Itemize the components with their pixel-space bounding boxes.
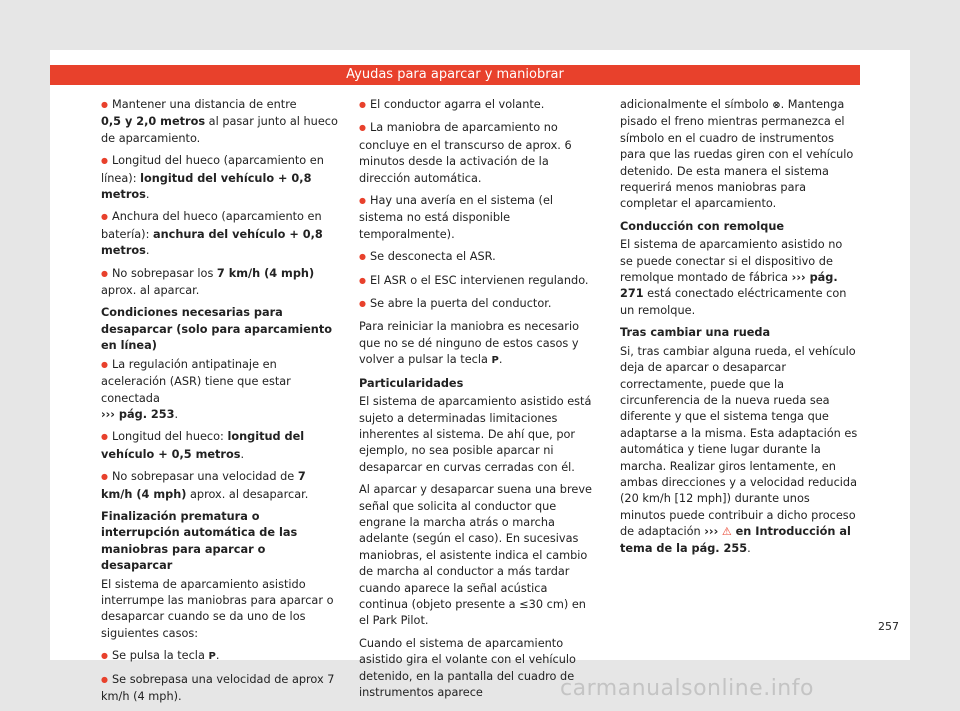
paragraph: El sistema de aparcamiento asistido está sujeto a determinadas limitaciones inherentes al sistema. De ahí que, por ejemplo, no sea posible aparcar ni desaparcar en curvas cerradas con él.	[359, 395, 592, 474]
subheading: Condiciones necesarias para desaparcar (solo para aparcamiento en línea)	[101, 306, 332, 353]
column-1	[101, 97, 339, 711]
subheading: Finalización prematura o interrupción automática de las maniobras para aparcar o desaparcar	[101, 509, 298, 573]
list-item: ● Hay una avería en el sistema (el sistema no está disponible temporalmente).	[359, 193, 597, 243]
paragraph: El sistema de aparcamiento asistido no se puede conectar si el dispositivo de remolque montado de fábrica ››› pág. 271 está conectado eléctricamente con un remolque.	[620, 238, 847, 317]
list-item: ● El ASR o el ESC intervienen regulando.	[359, 273, 597, 290]
subheading: Conducción con remolque	[620, 219, 785, 233]
paragraph: Cuando el sistema de aparcamiento asistido gira el volante con el vehículo detenido, en la pantalla del cuadro de instrumentos aparece	[359, 636, 576, 699]
subheading: Tras cambiar una rueda	[620, 326, 771, 340]
list-item: ● Se pulsa la tecla P.	[101, 648, 339, 665]
page-link[interactable]: en Introducción al tema de la pág. 255	[620, 525, 851, 555]
list-item: ● Se abre la puerta del conductor.	[359, 296, 597, 313]
list-item: ● La regulación antipatinaje en aceleración (ASR) tiene que estar conectada ››› pág. 253.	[101, 357, 339, 424]
list-item: ● No sobrepasar una velocidad de 7 km/h (4 mph) aprox. al desaparcar.	[101, 469, 339, 503]
page-link[interactable]: ››› pág. 253	[101, 407, 175, 421]
list-item: ● Mantener una distancia de entre 0,5 y 2,0 metros al pasar junto al hueco de aparcamiento.	[101, 97, 339, 147]
paragraph: El sistema de aparcamiento asistido interrumpe las maniobras para aparcar o desaparcar cuando se da uno de los siguientes casos:	[101, 577, 334, 640]
list-item: ● Longitud del hueco: longitud del vehículo + 0,5 metros.	[101, 429, 339, 463]
column-3	[620, 97, 858, 563]
warning-icon: ⚠	[721, 525, 732, 539]
list-item: ● Se sobrepasa una velocidad de aprox 7 km/h (4 mph).	[101, 672, 339, 706]
page-number: 257	[878, 620, 899, 633]
column-2	[359, 97, 597, 707]
paragraph: adicionalmente el símbolo ⊗. Mantenga pisado el freno mientras permanezca el símbolo en el cuadro de instrumentos para que las ruedas giren con el vehículo detenido. De esta manera el sistema requerirá menos maniobras para completar el aparcamiento.	[620, 98, 854, 211]
section-header: Ayudas para aparcar y maniobrar	[50, 65, 860, 85]
watermark: carmanualsonline.info	[560, 676, 814, 701]
paragraph: Para reiniciar la maniobra es necesario que no se dé ninguno de estos casos y volver a pulsar la tecla P.	[359, 320, 579, 367]
park-key-icon: P	[491, 355, 499, 367]
subheading: Particularidades	[359, 376, 464, 390]
list-item: ● Longitud del hueco (aparcamiento en línea): longitud del vehículo + 0,8 metros.	[101, 153, 339, 203]
list-item: ● La maniobra de aparcamiento no concluye en el transcurso de aprox. 6 minutos desde la activación de la dirección automática.	[359, 120, 597, 187]
paragraph: Si, tras cambiar alguna rueda, el vehículo deja de aparcar o desaparcar correctamente, puede que la circunferencia de la nueva rueda sea diferente y que el sistema tenga que adaptarse a la misma. Esta adaptación es automática y tiene lugar durante la marcha. Realizar giros lentamente, en ambas direcciones y a velocidad reducida (20 km/h [12 mph]) durante unos minutos puede contribuir a dicho proceso de adaptación ››› ⚠ en Introducción al tema de la pág. 255.	[620, 344, 858, 555]
paragraph: Al aparcar y desaparcar suena una breve señal que solicita al conductor que engrane la marcha atrás o marcha adelante (según el caso). En sucesivas maniobras, el asistente indica el cambio de marcha al conductor a más tardar cuando aparece la señal acústica continua (objeto presente a ≤30 cm) en el Park Pilot.	[359, 483, 592, 628]
park-key-icon: P	[208, 651, 216, 663]
list-item: ● No sobrepasar los 7 km/h (4 mph) aprox. al aparcar.	[101, 266, 339, 300]
list-item: ● Se desconecta el ASR.	[359, 249, 597, 266]
list-item: ● Anchura del hueco (aparcamiento en batería): anchura del vehículo + 0,8 metros.	[101, 209, 339, 259]
list-item: ● El conductor agarra el volante.	[359, 97, 597, 114]
page-link[interactable]: ››› pág. 271	[620, 271, 838, 301]
steering-symbol-icon: ⊗	[772, 100, 781, 111]
